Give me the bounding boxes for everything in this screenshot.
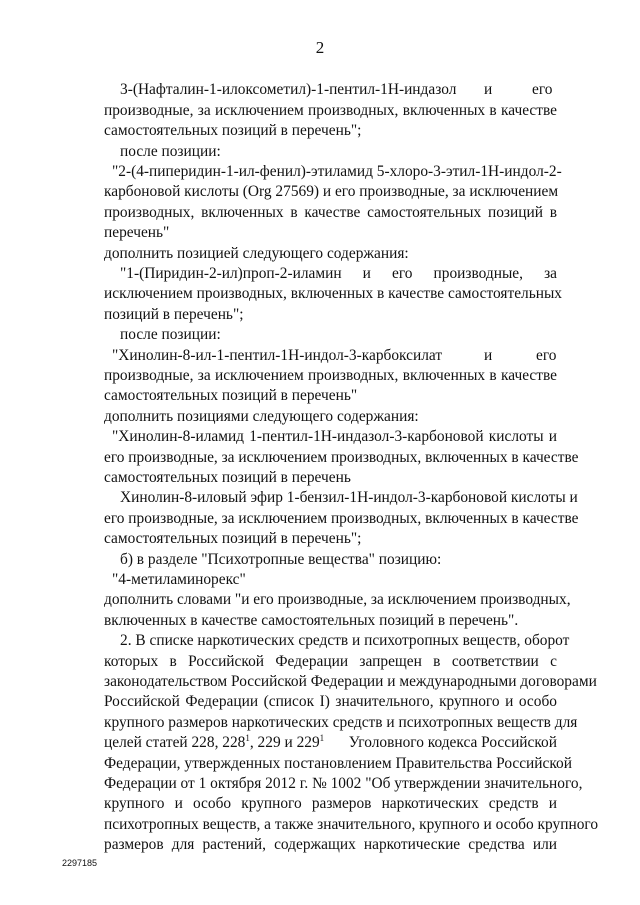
text-line: производные, за исключением производных, включенных в качестве <box>104 102 557 119</box>
text-line: крупного и особо крупного размеров наркотических средств и <box>104 795 557 812</box>
registration-code: 2297185 <box>62 858 98 868</box>
text-line: размеров для растений, содержащих наркотические средства или <box>104 836 557 853</box>
text-line: включенных в качестве самостоятельных позиций в перечень". <box>104 612 519 629</box>
text-line: его производные, за исключением производных, включенных в качестве <box>104 510 579 527</box>
text-line: "4-метиламинорекс" <box>112 571 246 588</box>
text-line: дополнить позициями следующего содержания: <box>104 408 419 425</box>
text-line: б) в разделе "Психотропные вещества" позицию: <box>120 551 442 568</box>
text-line: самостоятельных позиций в перечень" <box>104 387 358 404</box>
text-line: 2. В списке наркотических средств и психотропных веществ, оборот <box>120 632 570 649</box>
text-line: Российской Федерации (список I) значительного, крупного и особо <box>104 693 557 710</box>
text-line: "2-(4-пиперидин-1-ил-фенил)-этиламид 5-хлоро-3-этил-1Н-индол-2- <box>112 163 562 180</box>
text-line: "1-(Пиридин-2-ил)проп-2-иламин и его производные, за <box>120 265 557 282</box>
text-line: исключением производных, включенных в качестве самостоятельных <box>104 285 562 302</box>
text-fragment: Уголовного кодекса Российской <box>348 734 557 751</box>
text-line: 3-(Нафталин-1-илоксометил)-1-пентил-1Н-индазол <box>120 81 457 98</box>
text-line: после позиции: <box>120 143 221 160</box>
text-line: после позиции: <box>120 326 221 343</box>
text-line: Федерации от 1 октября 2012 г. № 1002 "Об утверждении значительного, <box>104 775 583 792</box>
text-line: и <box>484 81 493 98</box>
text-line: дополнить позицией следующего содержания: <box>104 245 409 262</box>
text-line: позиций в перечень"; <box>104 306 244 323</box>
text-line: которых в Российской Федерации запрещен в соответствии с <box>104 653 557 670</box>
text-line: "Хинолин-8-иламид 1-пентил-1Н-индазол-3-карбоновой кислоты и <box>112 428 557 445</box>
text-line: производные, за исключением производных, включенных в качестве <box>104 367 557 384</box>
text-line: самостоятельных позиций в перечень"; <box>104 122 362 139</box>
text-line: крупного размеров наркотических средств и психотропных веществ для <box>104 714 578 731</box>
page-number: 2 <box>315 38 325 57</box>
text-line: "Хинолин-8-ил-1-пентил-1Н-индол-3-карбоксилат <box>112 347 443 364</box>
text-line: самостоятельных позиций в перечень"; <box>104 530 362 547</box>
text-line: его производные, за исключением производных, включенных в качестве <box>104 449 579 466</box>
text-line: его <box>532 81 553 98</box>
text-line: дополнить словами "и его производные, за исключением производных, <box>104 591 571 608</box>
text-line: и <box>484 347 493 364</box>
text-line: психотропных веществ, а также значительного, крупного и особо крупного <box>104 816 599 833</box>
text-line: Федерации, утвержденных постановлением Правительства Российской <box>104 755 572 772</box>
text-line: Хинолин-8-иловый эфир 1-бензил-1Н-индол-3-карбоновой кислоты и <box>120 489 578 506</box>
text-fragment: целей статей 228, $228^1$, 229 и $229^1$ <box>104 733 325 751</box>
text-line: производных, включенных в качестве самостоятельных позиций в <box>104 204 557 221</box>
text-line: перечень" <box>104 224 170 241</box>
text-line: его <box>536 347 557 364</box>
text-line: законодательством Российской Федерации и международными договорами <box>104 673 597 690</box>
text-line <box>104 733 557 753</box>
text-line: самостоятельных позиций в перечень <box>104 469 351 486</box>
text-line: карбоновой кислоты (Org 27569) и его производные, за исключением <box>104 183 559 200</box>
